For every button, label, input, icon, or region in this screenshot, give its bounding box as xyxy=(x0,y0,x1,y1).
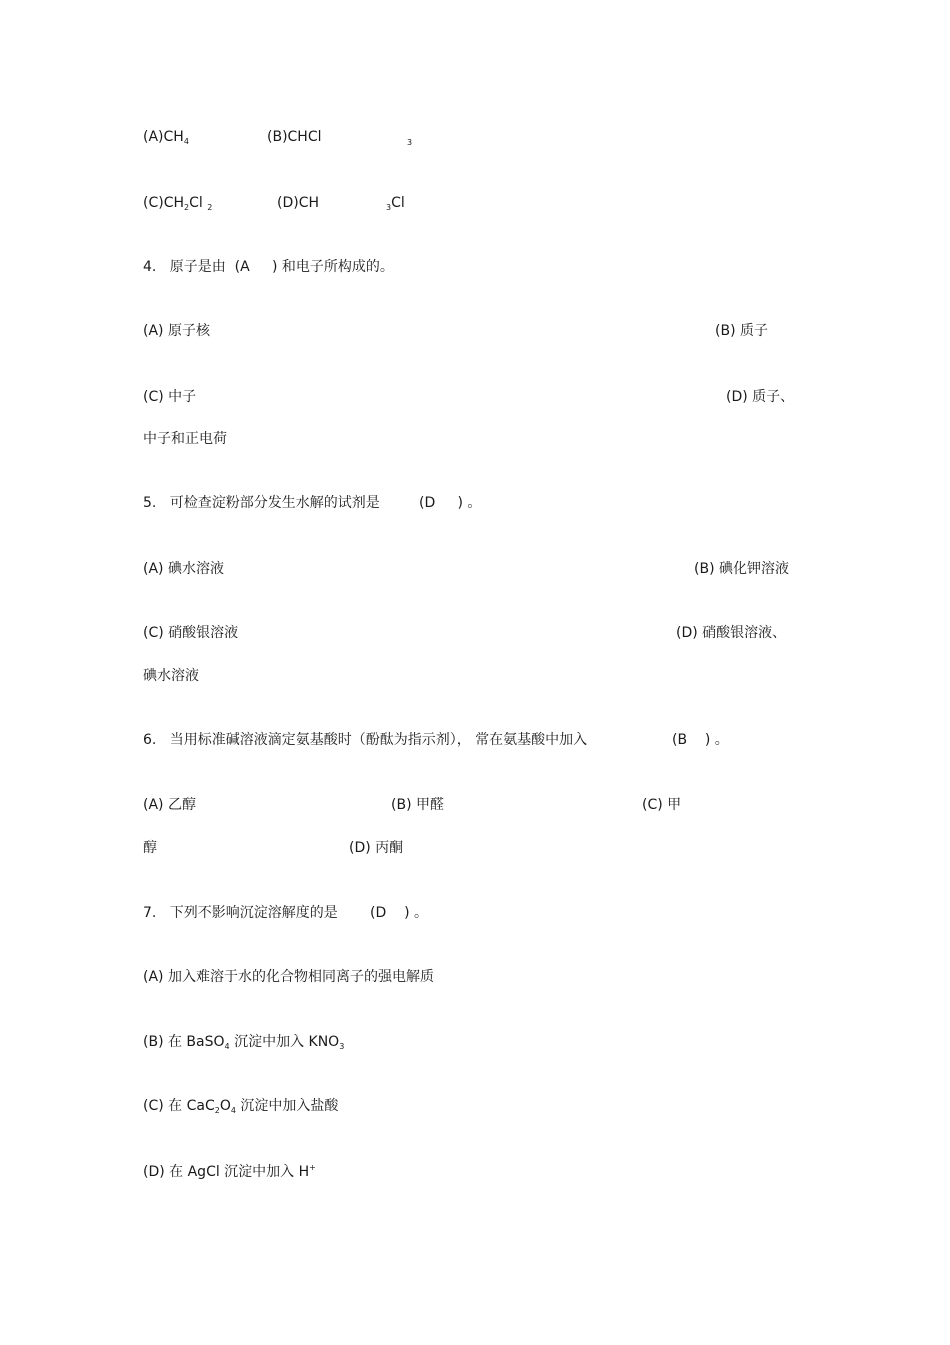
q3-option-b-label: (B)CHCl xyxy=(267,129,322,145)
q7-number: 7. xyxy=(143,905,157,921)
q4-stem xyxy=(143,258,394,276)
q7-answer: (D xyxy=(370,905,387,921)
q3-option-b xyxy=(267,128,322,146)
q5-number: 5. xyxy=(143,495,157,511)
q4-option-a: (A) 原子核 xyxy=(143,323,210,339)
q4-option-d-continued: 中子和正电荷 xyxy=(143,431,227,447)
q7-option-c xyxy=(143,1097,338,1117)
q5-answer-group xyxy=(419,494,481,512)
q7-stem-end: ) 。 xyxy=(404,905,428,921)
q7-option-b-sub2: 3 xyxy=(339,1042,345,1051)
q6-stem xyxy=(143,731,587,749)
q5-option-d-continued: 碘水溶液 xyxy=(143,668,199,684)
q3-option-d-tail xyxy=(386,194,405,214)
q3-option-d-cl: Cl xyxy=(391,195,405,211)
q7-option-c-sub1: 2 xyxy=(214,1106,220,1115)
q5-stem-end: ) 。 xyxy=(457,495,482,511)
q7-option-b xyxy=(143,1033,344,1053)
q3-option-d-label: (D)CH xyxy=(277,195,320,211)
q3-option-d-sub: 3 xyxy=(386,203,392,212)
q3-option-a-label: (A)CH xyxy=(143,129,184,145)
q4-option-b: (B) 质子 xyxy=(715,323,768,339)
q7-option-c-sub2: 4 xyxy=(230,1106,236,1115)
q6-answer: (B xyxy=(672,732,688,748)
q3-option-a-sub: 4 xyxy=(183,137,189,146)
q4-stem-end: ) 和电子所构成的。 xyxy=(271,259,394,275)
q7-option-d xyxy=(143,1163,316,1183)
q7-option-c-text: (C) 在 CaC xyxy=(143,1098,215,1114)
q7-option-b-mid: 沉淀中加入 KNO xyxy=(229,1034,340,1050)
q7-option-c-mid: O xyxy=(219,1098,231,1114)
q7-stem-text: 下列不影响沉淀溶解度的是 xyxy=(169,905,338,921)
q7-option-b-text: (B) 在 BaSO xyxy=(143,1034,225,1050)
q5-stem xyxy=(143,494,380,512)
q5-option-d: (D) 硝酸银溶液、 xyxy=(676,625,787,641)
q6-option-c-continued: 醇 xyxy=(143,840,157,856)
q5-answer: (D xyxy=(419,495,436,511)
q3-option-c-label: (C)CH xyxy=(143,195,185,211)
q3-option-c xyxy=(143,194,212,214)
q7-option-a: (A) 加入难溶于水的化合物相同离子的强电解质 xyxy=(143,969,434,985)
q3-option-c-sub2: 2 xyxy=(207,203,213,212)
q3-option-c-sub1: 2 xyxy=(184,203,190,212)
q7-stem xyxy=(143,904,338,922)
q7-option-d-sup: + xyxy=(309,1163,316,1172)
q7-answer-group xyxy=(370,904,428,922)
q4-option-d: (D) 质子、 xyxy=(726,389,795,405)
q6-option-d: (D) 丙酮 xyxy=(349,840,404,856)
q6-option-b: (B) 甲醛 xyxy=(391,797,444,813)
q4-number: 4. xyxy=(143,259,157,275)
q3-option-c-mid: Cl xyxy=(189,195,203,211)
q6-number: 6. xyxy=(143,732,157,748)
q4-stem-text: 原子是由 xyxy=(169,259,226,275)
q5-option-b: (B) 碘化钾溶液 xyxy=(694,561,789,577)
q3-option-a xyxy=(143,128,189,148)
q6-option-a: (A) 乙醇 xyxy=(143,797,196,813)
q3-option-b-sub: 3 xyxy=(407,138,413,147)
q6-option-c: (C) 甲 xyxy=(642,797,682,813)
q4-option-c: (C) 中子 xyxy=(143,389,197,405)
q6-stem-text: 当用标准碱溶液滴定氨基酸时（酚酞为指示剂）， 常在氨基酸中加入 xyxy=(169,732,588,748)
q5-option-a: (A) 碘水溶液 xyxy=(143,561,224,577)
q7-option-b-sub: 4 xyxy=(224,1042,230,1051)
q4-answer: (A xyxy=(234,259,250,275)
q6-answer-group xyxy=(672,731,729,749)
q6-stem-end: ) 。 xyxy=(704,732,729,748)
q5-option-c: (C) 硝酸银溶液 xyxy=(143,625,239,641)
q5-stem-text: 可检查淀粉部分发生水解的试剂是 xyxy=(169,495,380,511)
q7-option-c-post: 沉淀中加入盐酸 xyxy=(235,1098,339,1114)
q7-option-d-text: (D) 在 AgCl 沉淀中加入 H xyxy=(143,1164,310,1180)
q3-option-d xyxy=(277,194,319,212)
